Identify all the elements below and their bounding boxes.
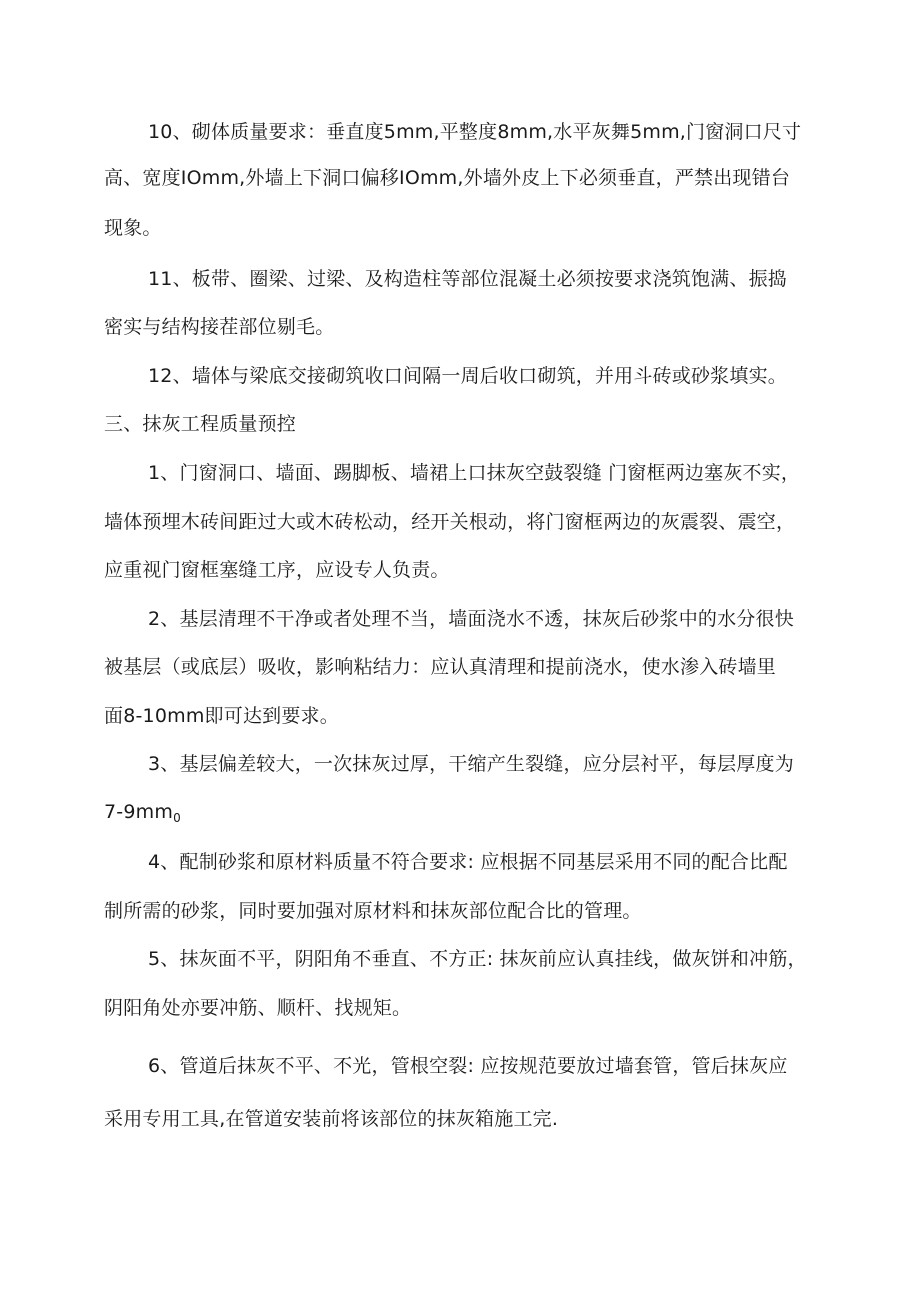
para-11-line-1: 11、板带、圈梁、过梁、及构造柱等部位混凝土必须按要求浇筑饱满、振捣	[148, 268, 787, 290]
item-4-line-2: 制所需的砂浆，同时要加强对原材料和抹灰部位配合比的管理。	[104, 900, 642, 922]
para-10-line-3: 现象。	[104, 217, 162, 239]
section-heading: 三、抹灰工程质量预控	[104, 413, 297, 435]
item-3-line-1: 3、基层偏差较大，一次抹灰过厚，干缩产生裂缝，应分层衬平，每层厚度为	[148, 753, 794, 775]
item-2-line-1: 2、基层清理不干净或者处理不当，墙面浇水不透，抹灰后砂浆中的水分很快	[148, 608, 794, 630]
item-2-line-3: 面8-10mm即可达到要求。	[104, 705, 339, 727]
para-10-line-2: 高、宽度IOmm,外墙上下洞口偏移IOmm,外墙外皮上下必须垂直，严禁出现错台	[104, 167, 791, 189]
item-3-value: 7-9mm	[104, 801, 174, 823]
item-6-line-1: 6、管道后抹灰不平、不光，管根空裂: 应按规范要放过墙套管，管后抹灰应	[148, 1055, 788, 1077]
item-1-line-2: 墙体预埋木砖间距过大或木砖松动，经开关根动，将门窗框两边的灰震裂、震空，	[104, 511, 796, 533]
item-2-line-2: 被基层（或底层）吸收，影响粘结力：应认真清理和提前浇水，使水渗入砖墙里	[104, 656, 777, 678]
item-5-line-2: 阴阳角处亦要冲筋、顺杆、找规矩。	[104, 997, 412, 1019]
item-1-line-1: 1、门窗洞口、墙面、踢脚板、墙裙上口抹灰空鼓裂缝 门窗框两边塞灰不实，	[148, 462, 801, 484]
item-1-line-3: 应重视门窗框塞缝工序，应设专人负责。	[104, 559, 450, 581]
item-4-line-1: 4、配制砂浆和原材料质量不符合要求: 应根据不同基层采用不同的配合比配	[148, 851, 788, 873]
para-11-line-2: 密实与结构接茬部位剔毛。	[104, 316, 335, 338]
item-3-line-2	[104, 798, 181, 832]
para-10-line-1: 10、砌体质量要求：垂直度5mm,平整度8mm,水平灰舞5mm,门窗洞口尺寸	[148, 121, 802, 143]
item-6-line-2: 采用专用工具,在管道安装前将该部位的抹灰箱施工完.	[104, 1108, 559, 1130]
item-3-subscript: 0	[173, 811, 181, 825]
item-5-line-1: 5、抹灰面不平，阴阳角不垂直、不方正: 抹灰前应认真挂线，做灰饼和冲筋，	[148, 948, 807, 970]
para-12-line-1: 12、墙体与梁底交接砌筑收口间隔一周后收口砌筑，并用斗砖或砂浆填实。	[148, 365, 787, 387]
